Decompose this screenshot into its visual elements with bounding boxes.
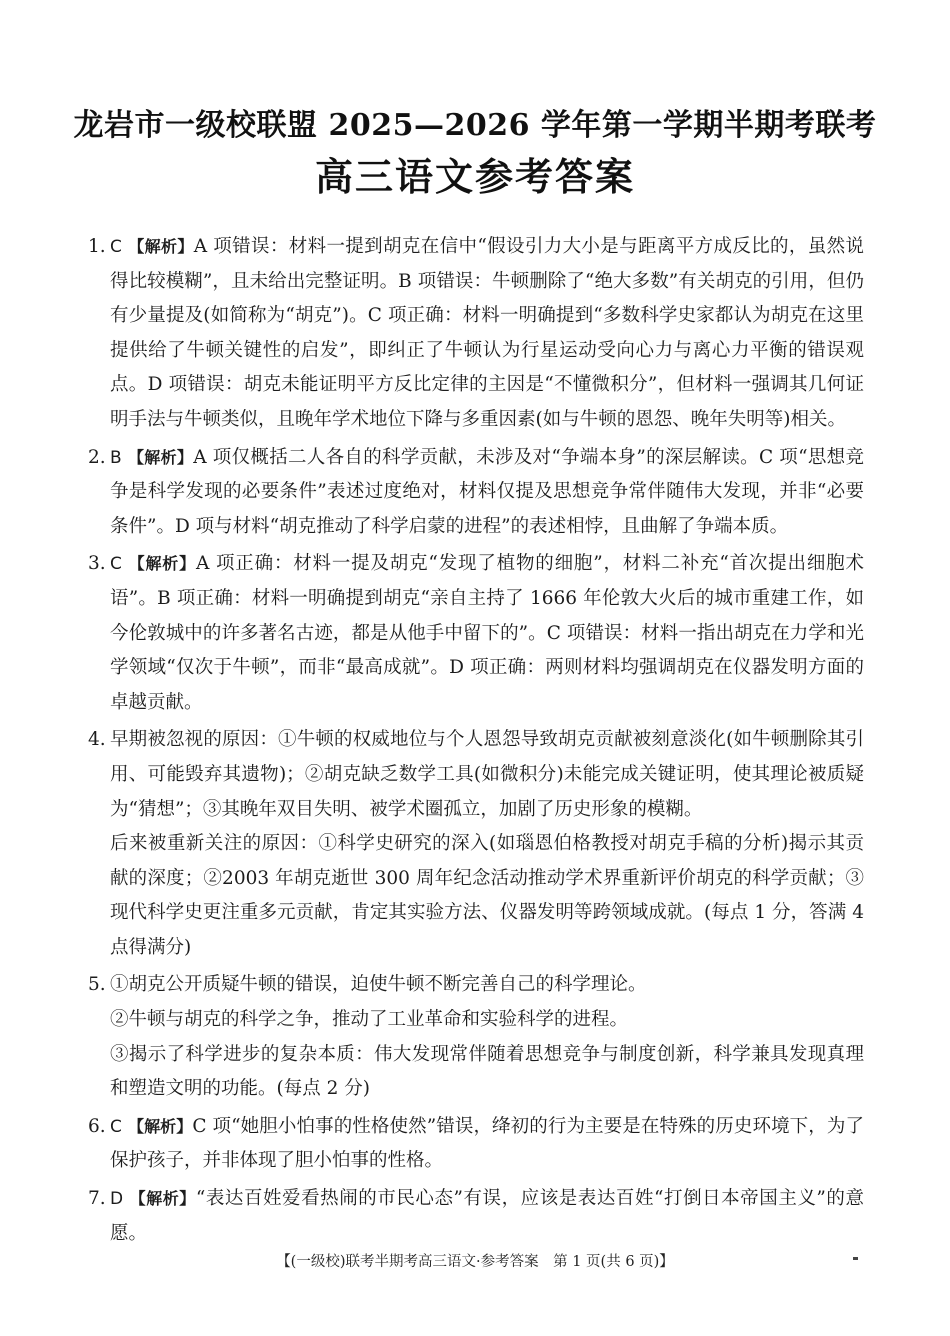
analysis-tag: 【解析】 bbox=[129, 1189, 196, 1209]
answer-item-6 bbox=[88, 1110, 864, 1179]
scan-mark bbox=[853, 1257, 858, 1260]
answer-choice: B bbox=[110, 447, 122, 468]
analysis-tag: 【解析】 bbox=[127, 237, 194, 256]
exam-title: 龙岩市一级校联盟 2025—2026 学年第一学期半期考联考 bbox=[73, 108, 877, 143]
question-number: 4. bbox=[88, 729, 106, 751]
explanation-text: ②牛顿与胡克的科学之争，推动了工业革命和实验科学的进程。 bbox=[110, 1009, 629, 1031]
answer-item-2 bbox=[88, 441, 864, 545]
question-number: 6. bbox=[88, 1115, 106, 1137]
question-number: 3. bbox=[88, 553, 106, 575]
analysis-tag: 【解析】 bbox=[127, 447, 194, 467]
explanation-text: A 项仅概括二人各自的科学贡献，未涉及对“争端本身”的深层解读。C 项“思想竞争是科学发现的必要条件”表述过度绝对，材料仅提及思想竞争常伴随伟大发现，并非“必要条件”。D 项与材料“胡克推动了科学启蒙的进程”的表述相悖，且曲解了争端本质。 bbox=[110, 446, 864, 537]
question-number: 5. bbox=[88, 974, 106, 996]
explanation-text: A 项正确：材料一提及胡克“发现了植物的细胞”，材料二补充“首次提出细胞术语”。B 项正确：材料一明确提到胡克“亲自主持了 1666 年伦敦大火后的城市重建工作，如今伦敦城中的许多著名古迹，都是从他手中留下的”。C 项错误：材料一指出胡克在力学和光学领域“仅次于牛顿”，而非“最高成就”。D 项正确：两则材料均强调胡克在仪器发明方面的卓越贡献。 bbox=[110, 553, 864, 713]
explanation-text: C 项“她胆小怕事的性格使然”错误，绛初的行为主要是在特殊的历史环境下，为了保护孩子，并非体现了胆小怕事的性格。 bbox=[110, 1115, 864, 1172]
answer-item-5 bbox=[88, 968, 864, 1106]
question-number: 2. bbox=[88, 446, 106, 468]
answer-item-3 bbox=[88, 547, 864, 720]
answer-list bbox=[88, 230, 864, 1254]
answer-choice: C bbox=[110, 1116, 122, 1137]
answer-choice: C bbox=[110, 554, 122, 575]
explanation-text: ①胡克公开质疑牛顿的错误，迫使牛顿不断完善自己的科学理论。 bbox=[110, 974, 647, 996]
analysis-tag: 【解析】 bbox=[127, 554, 196, 574]
document-title: 高三语文参考答案 bbox=[314, 154, 635, 199]
answer-item-1 bbox=[88, 230, 864, 438]
explanation-text: 早期被忽视的原因：①牛顿的权威地位与个人恩怨导致胡克贡献被刻意淡化(如牛顿删除其引用、可能毁弃其遗物)；②胡克缺乏数学工具(如微积分)未能完成关键证明，使其理论被质疑为“猜想”；③其晚年双目失明、被学术圈孤立，加剧了历史形象的模糊。 bbox=[110, 729, 864, 820]
explanation-text: A 项错误：材料一提到胡克在信中“假设引力大小是与距离平方成反比的，虽然说得比较模糊”，且未给出完整证明。B 项错误：牛顿删除了“绝大多数”有关胡克的引用，但仍有少量提及(如简称为“胡克”)。C 项正确：材料一明确提到“多数科学史家都认为胡克在这里提供给了牛顿关键性的启发”，即纠正了牛顿认为行星运动受向心力与离心力平衡的错误观点。D 项错误：胡克未能证明平方反比定律的主因是“不懂微积分”，但材料一强调其几何证明手法与牛顿类似，且晚年学术地位下降与多重因素(如与牛顿的恩怨、晚年失明等)相关。 bbox=[110, 236, 864, 430]
page-footer: 【(一级校)联考半期考高三语文·参考答案 第 1 页(共 6 页)】 bbox=[276, 1254, 674, 1270]
answer-choice: C bbox=[110, 237, 122, 257]
answer-item-4 bbox=[88, 723, 864, 965]
question-number: 7. bbox=[88, 1188, 106, 1210]
explanation-text: 后来被重新关注的原因：①科学史研究的深入(如瑙恩伯格教授对胡克手稿的分析)揭示其贡献的深度；②2003 年胡克逝世 300 周年纪念活动推动学术界重新评价胡克的科学贡献；③现代科学史更注重多元贡献，肯定其实验方法、仪器发明等跨领域成就。(每点 1 分，答满 4 点得满分) bbox=[110, 833, 864, 958]
explanation-text: ③揭示了科学进步的复杂本质：伟大发现常伴随着思想竞争与制度创新，科学兼具发现真理和塑造文明的功能。(每点 2 分) bbox=[110, 1043, 864, 1100]
question-number: 1. bbox=[88, 236, 106, 257]
answer-choice: D bbox=[110, 1189, 124, 1210]
answer-item-7 bbox=[88, 1182, 864, 1251]
explanation-text: “表达百姓爱看热闹的市民心态”有误，应该是表达百姓“打倒日本帝国主义”的意愿。 bbox=[110, 1188, 864, 1244]
analysis-tag: 【解析】 bbox=[127, 1116, 193, 1136]
